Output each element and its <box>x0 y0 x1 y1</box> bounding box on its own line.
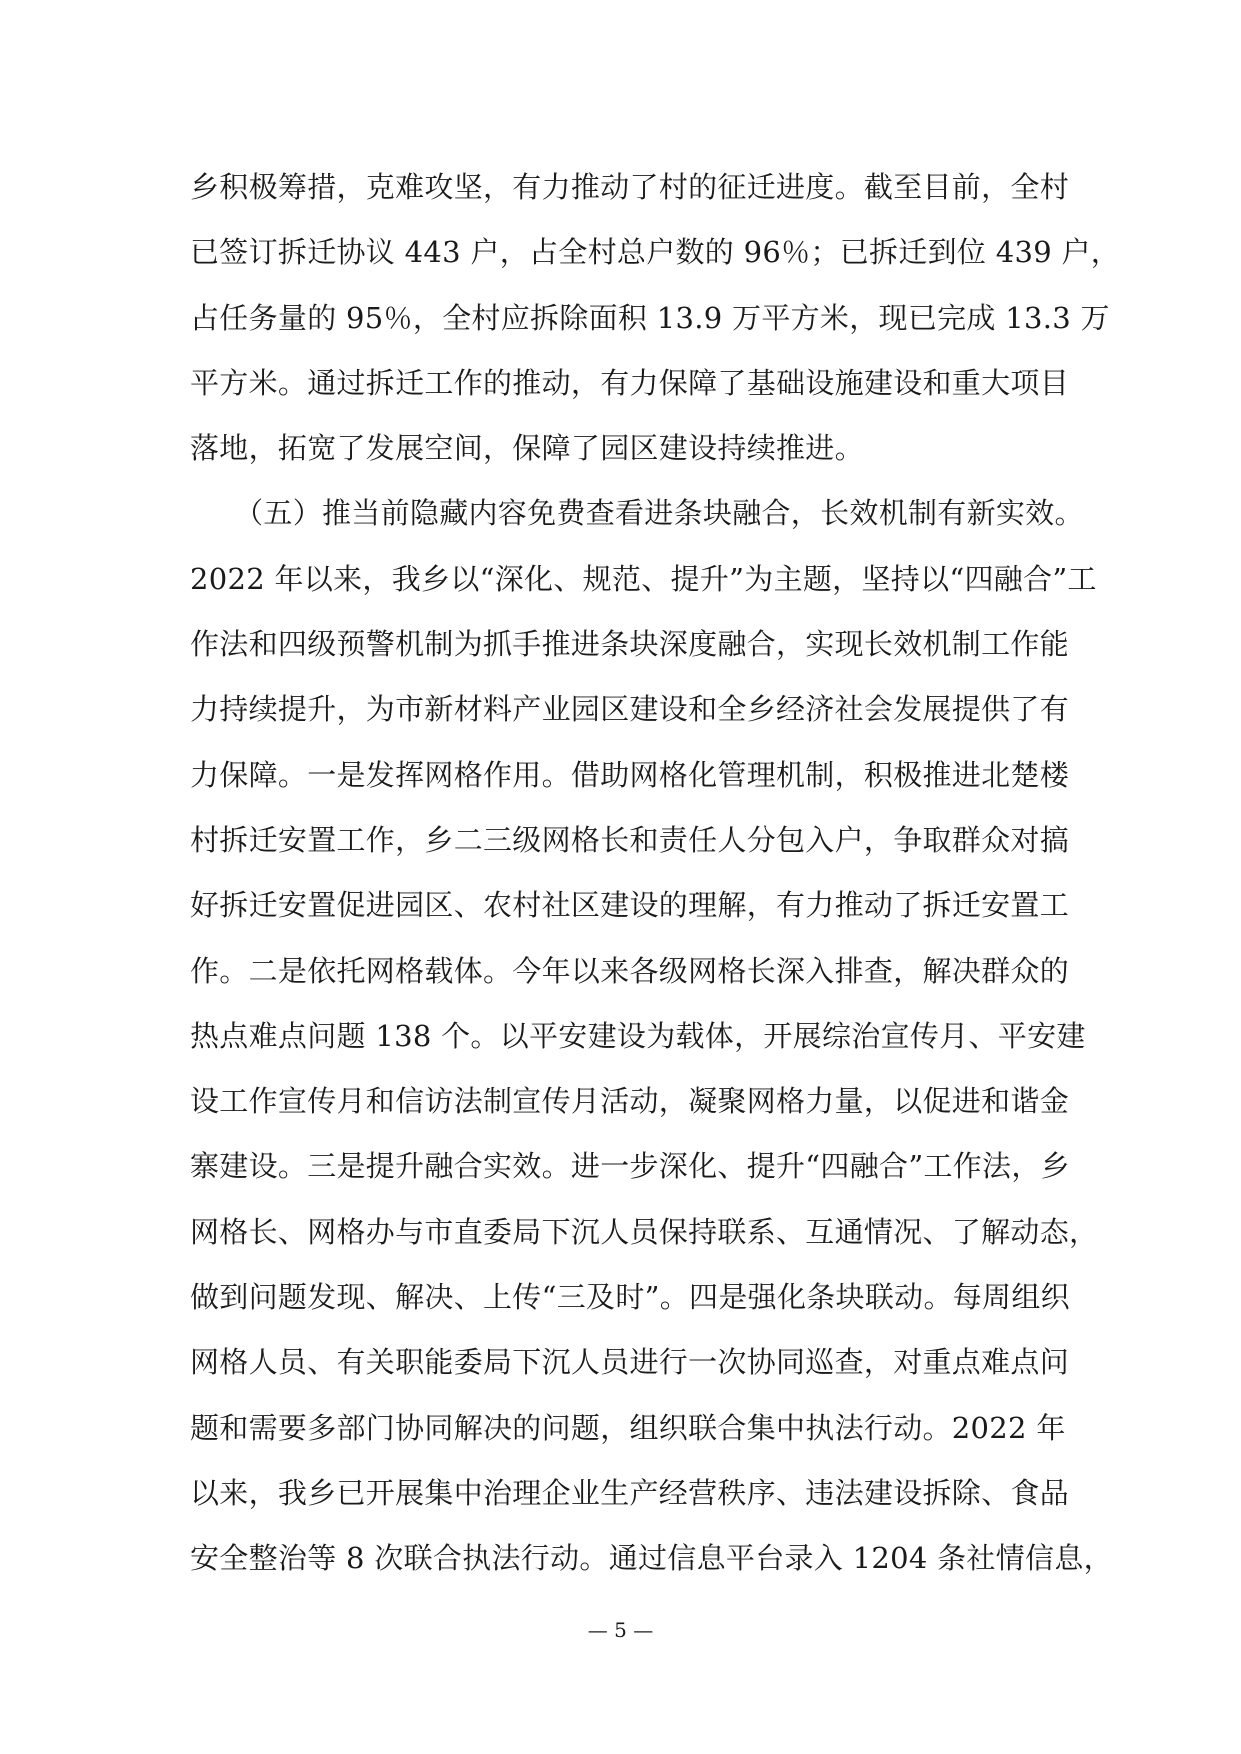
text-line: 平方米。通过拆迁工作的推动，有力保障了基础设施建设和重大项目 <box>190 365 1070 400</box>
text-line: 占任务量的 95％，全村应拆除面积 13.9 万平方米，现已完成 13.3 万 <box>190 300 1110 335</box>
text-line: 已签订拆迁协议 443 户，占全村总户数的 96％；已拆迁到位 439 户， <box>190 235 1121 270</box>
text-line: 网格长、网格办与市直委局下沉人员保持联系、互通情况、了解动态， <box>190 1214 1099 1249</box>
text-line: 2022 年以来，我乡以“深化、规范、提升”为主题，坚持以“四融合”工 <box>190 561 1097 596</box>
section-heading-line: （五）推当前隐藏内容免费查看进条块融合，长效机制有新实效。 <box>190 496 1084 531</box>
text-line: 以来，我乡已开展集中治理企业生产经营秩序、违法建设拆除、食品 <box>190 1475 1070 1510</box>
text-line: 作法和四级预警机制为抓手推进条块深度融合，实现长效机制工作能 <box>190 627 1070 662</box>
text-line: 网格人员、有关职能委局下沉人员进行一次协同巡查，对重点难点问 <box>190 1345 1070 1380</box>
text-line: 乡积极筹措，克难攻坚，有力推动了村的征迁进度。截至目前，全村 <box>190 170 1070 204</box>
text-line: 安全整治等 8 次联合执法行动。通过信息平台录入 1204 条社情信息， <box>190 1541 1113 1576</box>
text-line: 寨建设。三是提升融合实效。进一步深化、提升“四融合”工作法，乡 <box>190 1149 1070 1184</box>
text-line: 力保障。一是发挥网格作用。借助网格化管理机制，积极推进北楚楼 <box>190 757 1070 792</box>
page-number: — 5 — <box>587 1618 654 1642</box>
text-line: 村拆迁安置工作，乡二三级网格长和责任人分包入户，争取群众对搞 <box>190 822 1070 857</box>
text-line: 作。二是依托网格载体。今年以来各级网格长深入排查，解决群众的 <box>190 953 1070 988</box>
text-line: 落地，拓宽了发展空间，保障了园区建设持续推进。 <box>190 431 864 466</box>
text-line: 力持续提升，为市新材料产业园区建设和全乡经济社会发展提供了有 <box>190 692 1070 727</box>
text-line: 好拆迁安置促进园区、农村社区建设的理解，有力推动了拆迁安置工 <box>190 888 1070 923</box>
body-text <box>190 155 1121 1592</box>
text-line: 做到问题发现、解决、上传“三及时”。四是强化条块联动。每周组织 <box>190 1280 1070 1315</box>
text-line: 热点难点问题 138 个。以平安建设为载体，开展综治宣传月、平安建 <box>190 1018 1086 1053</box>
text-line: 设工作宣传月和信访法制宣传月活动，凝聚网格力量，以促进和谐金 <box>190 1084 1070 1119</box>
text-line: 题和需要多部门协同解决的问题，组织联合集中执法行动。2022 年 <box>190 1410 1066 1445</box>
